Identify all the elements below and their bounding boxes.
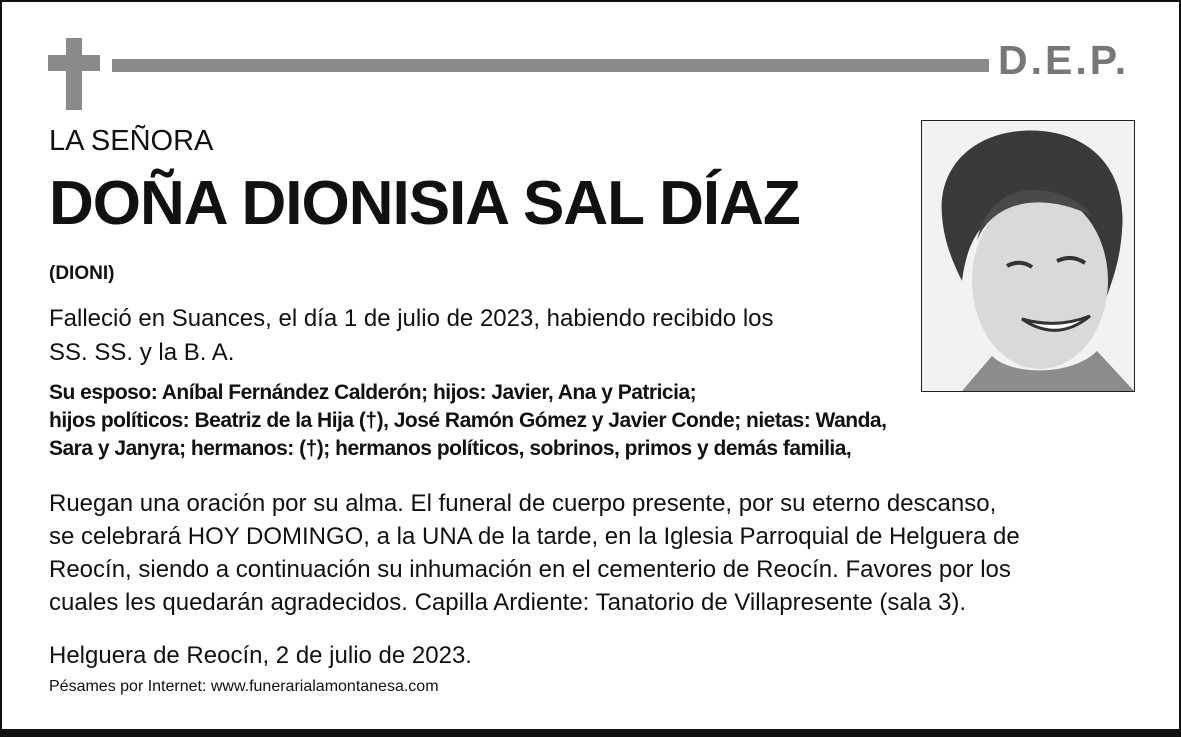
family-line: Sara y Janyra; hermanos: (†); hermanos políticos, sobrinos, primos y demás familia, [49, 437, 852, 460]
dep-label: D.E.P. [998, 37, 1130, 83]
service-line: Reocín, siendo a continuación su inhumación en el cementerio de Reocín. Favores por los [49, 556, 1011, 583]
death-notice-line: SS. SS. y la B. A. [49, 339, 235, 366]
header-rule [112, 59, 989, 72]
service-line: cuales les quedarán agradecidos. Capilla Ardiente: Tanatorio de Villapresente (sala 3). [49, 589, 967, 616]
deceased-nickname: (DIONI) [49, 263, 115, 284]
place-date: Helguera de Reocín, 2 de julio de 2023. [49, 642, 472, 669]
service-details [49, 487, 1020, 619]
deceased-name: DOÑA DIONISIA SAL DÍAZ [49, 169, 800, 238]
service-line: Ruegan una oración por su alma. El funeral de cuerpo presente, por su eterno descanso, [49, 490, 997, 517]
portrait-photo [921, 120, 1135, 392]
deceased-title: LA SEÑORA [49, 125, 214, 157]
condolences-web: Pésames por Internet: www.funerarialamontanesa.com [49, 678, 439, 695]
family-line: Su esposo: Aníbal Fernández Calderón; hijos: Javier, Ana y Patricia; [49, 381, 697, 404]
service-line: se celebrará HOY DOMINGO, a la UNA de la tarde, en la Iglesia Parroquial de Helguera de [49, 523, 1020, 550]
death-notice-line: Falleció en Suances, el día 1 de julio de 2023, habiendo recibido los [49, 305, 774, 332]
cross-icon [48, 38, 100, 110]
family-list [49, 379, 886, 463]
death-notice [49, 302, 774, 370]
family-line: hijos políticos: Beatriz de la Hija (†), José Ramón Gómez y Javier Conde; nietas: Wanda, [49, 409, 887, 432]
